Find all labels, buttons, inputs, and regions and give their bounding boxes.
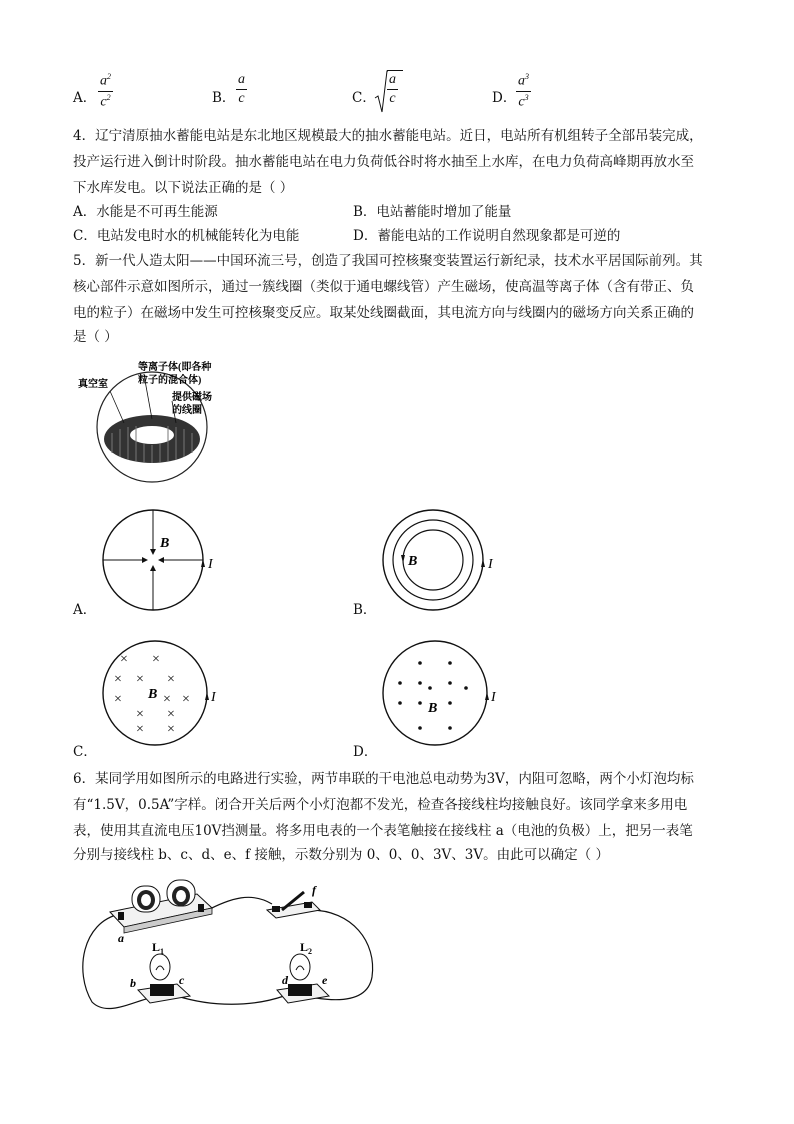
circuit-figure (72, 872, 392, 1022)
q6-stem-line-3: 表，使用其直流电压10V挡测量。将多用电表的一个表笔触接在接线柱 a（电池的负极）上，把另一表笔 (73, 823, 693, 839)
q5-figure-b (378, 505, 498, 615)
svg-text:×: × (114, 692, 122, 707)
q4-option-d[interactable]: D．蓄能电站的工作说明自然现象都是可逆的 (353, 228, 621, 244)
svg-text:×: × (136, 722, 144, 737)
q3-option-b-label[interactable]: B． (212, 90, 236, 106)
q5-stem-line-4: 是（ ） (73, 329, 118, 345)
lamp-label-l2: $L_2$ (300, 940, 313, 956)
q6-stem-line-4: 分别与接线柱 b、c、d、e、f 接触，示数分别为 0、0、0、3V、3V。由此可以确定（ ） (73, 847, 609, 863)
svg-text:×: × (167, 707, 175, 722)
terminal-label-b: b (130, 976, 136, 990)
svg-text:×: × (120, 652, 128, 667)
sqrt-symbol (374, 70, 388, 116)
terminal-label-c: c (179, 973, 185, 987)
svg-text:×: × (136, 707, 144, 722)
svg-text:×: × (163, 692, 171, 707)
label-coil-line2: 的线圈 (172, 405, 202, 416)
label-plasma-line1: 等离子体(即各种 (138, 362, 212, 373)
svg-text:×: × (167, 722, 175, 737)
svg-text:×: × (114, 672, 122, 687)
q5-stem-line-3: 电的粒子）在磁场中发生可控核聚变反应。取某处线圈截面，其电流方向与线圈内的磁场方向关系正确的 (73, 305, 694, 321)
q5-figure-c (98, 636, 223, 751)
svg-text:×: × (167, 672, 175, 687)
q3-option-b-fraction: a c (238, 72, 245, 106)
q4-stem-line-3: 下水库发电。以下说法正确的是（ ） (73, 180, 294, 196)
field-label-d: B (428, 701, 438, 716)
field-label-b: B (408, 554, 418, 569)
q4-stem-line-1: 4．辽宁清原抽水蓄能电站是东北地区规模最大的抽水蓄能电站。近日，电站所有机组转子全部吊装完成， (73, 128, 703, 144)
q3-option-d-fraction: $a^3$ $c^3$ (518, 72, 529, 110)
q4-option-a[interactable]: A．水能是不可再生能源 (73, 204, 218, 220)
field-label-c: B (148, 687, 158, 702)
q6-stem-line-2: 有“1.5V，0.5A”字样。闭合开关后两个小灯泡都不发光，检查各接线柱均接触良好。该同学拿来多用电 (73, 797, 688, 813)
q3-option-d-label[interactable]: D． (492, 90, 517, 106)
q5-stem-line-1: 5．新一代人造太阳——中国环流三号，创造了我国可控核聚变装置运行新纪录，技术水平居国际前列。其 (73, 253, 703, 269)
field-label-a: B (160, 536, 170, 551)
label-coil-line1: 提供磁场 (172, 392, 212, 403)
battery-holder (110, 880, 212, 933)
terminal-label-f: f (312, 883, 316, 897)
q3-option-c-fraction: a c (389, 72, 396, 106)
q3-option-c-label[interactable]: C． (352, 90, 376, 106)
q3-option-a-label[interactable]: A． (73, 90, 97, 106)
current-label-b: I (488, 557, 493, 572)
q5-option-a[interactable]: A． (73, 602, 97, 618)
current-label-a: I (208, 557, 213, 572)
terminal-label-d: d (282, 973, 288, 987)
q6-stem-line-1: 6．某同学用如图所示的电路进行实验，两节串联的干电池总电动势为3V，内阻可忽略，两个小灯泡均标 (73, 771, 694, 787)
svg-text:×: × (136, 672, 144, 687)
label-vacuum-chamber: 真空室 (78, 379, 108, 390)
q4-option-b[interactable]: B．电站蓄能时增加了能量 (353, 204, 512, 220)
q5-option-c[interactable]: C． (73, 744, 97, 760)
q4-option-c[interactable]: C．电站发电时水的机械能转化为电能 (73, 228, 300, 244)
q5-figure-d (378, 636, 503, 751)
lamp-label-l1: $L_1$ (152, 940, 165, 956)
terminal-label-a: a (118, 931, 124, 945)
q5-figure-a (98, 505, 218, 615)
q5-option-b[interactable]: B． (353, 602, 377, 618)
svg-text:×: × (182, 692, 190, 707)
q5-stem-line-2: 核心部件示意如图所示，通过一簇线圈（类似于通电螺线管）产生磁场，使高温等离子体（含有带正、负 (73, 279, 694, 295)
q4-stem-line-2: 投产运行进入倒计时阶段。抽水蓄能电站在电力负荷低谷时将水抽至上水库，在电力负荷高峰期再放水至 (73, 154, 694, 170)
current-label-c: I (211, 690, 216, 705)
q5-option-d[interactable]: D． (353, 744, 378, 760)
terminal-label-e: e (322, 973, 328, 987)
q3-option-a-fraction: $a^2$ $c^2$ (100, 72, 111, 110)
svg-text:×: × (152, 652, 160, 667)
tokamak-figure (72, 357, 247, 487)
label-plasma-line2: 粒子的混合体) (138, 375, 202, 386)
current-label-d: I (491, 690, 496, 705)
